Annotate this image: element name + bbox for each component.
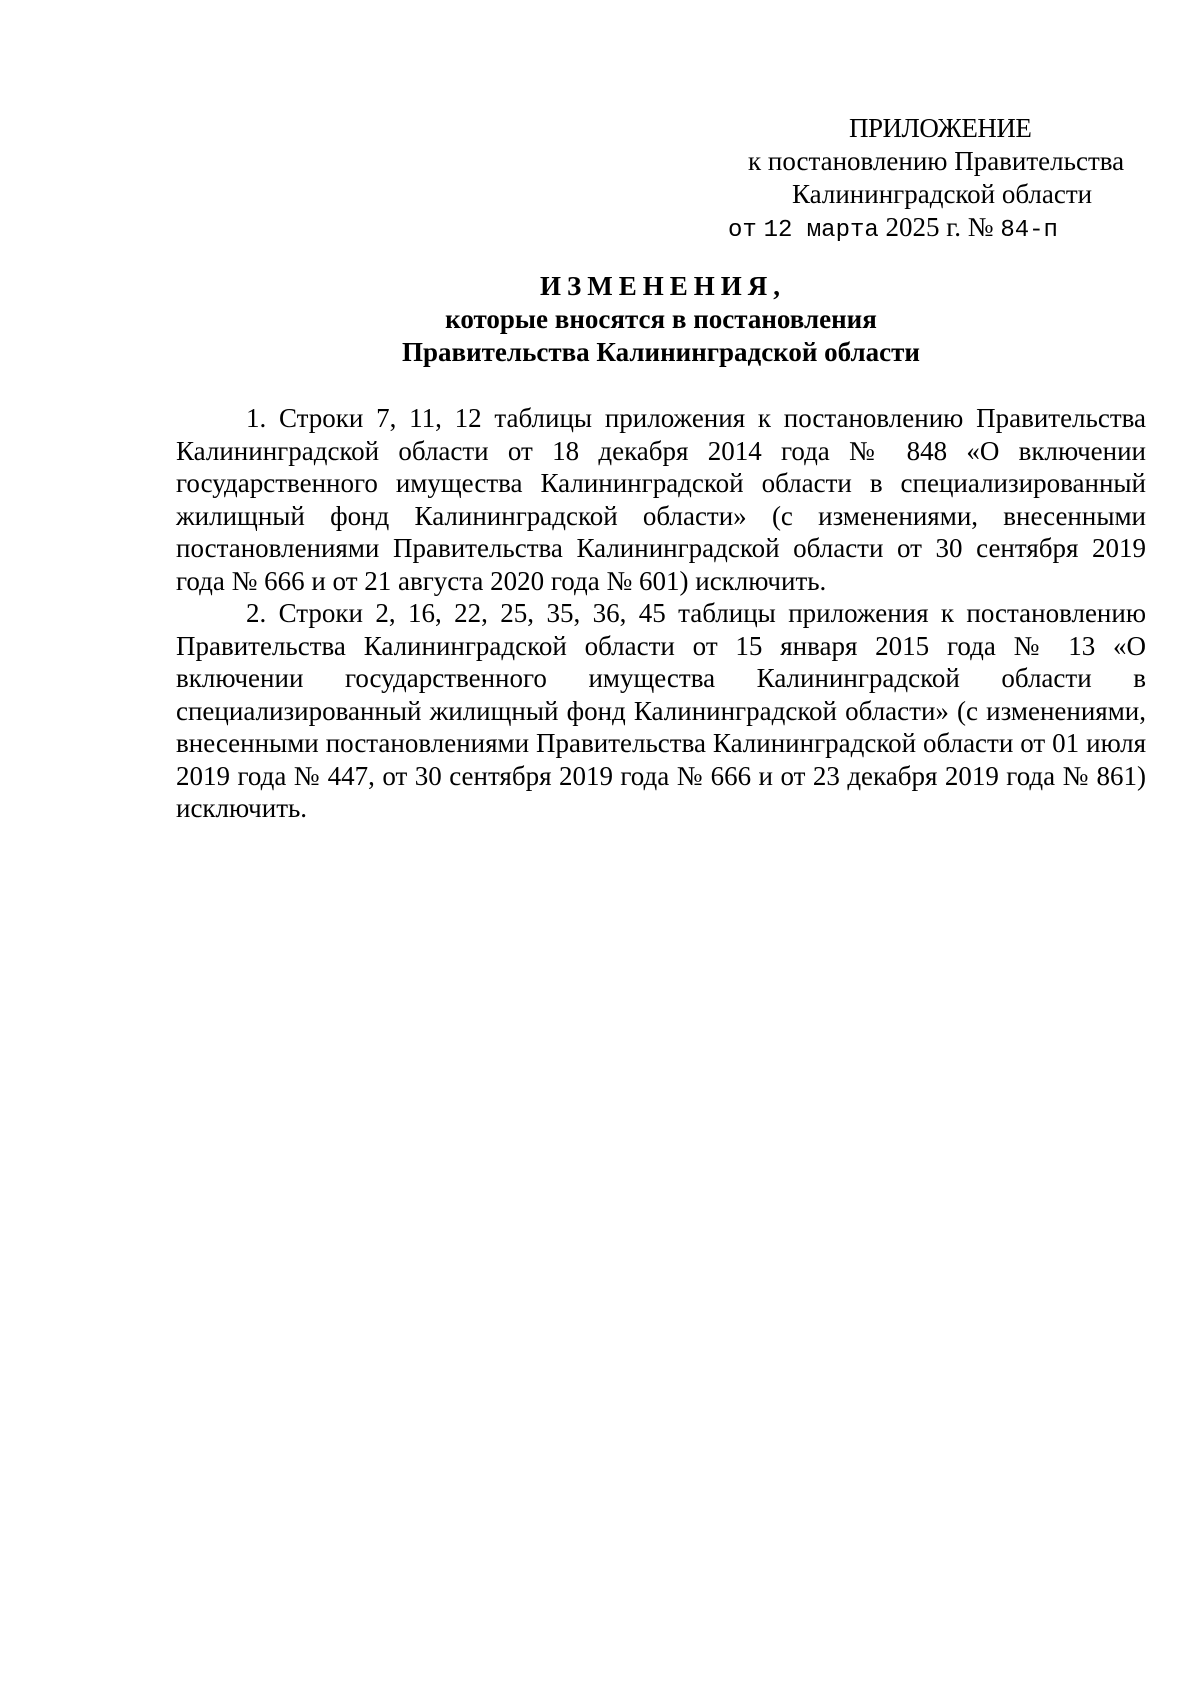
date-prefix: от (728, 217, 757, 244)
appendix-reference: к постановлению Правительства (748, 146, 1125, 176)
paragraph-2: 2. Строки 2, 16, 22, 25, 35, 36, 45 таблицы приложения к постановлению Правительства Калининградской области от 15 января 2015 года № 13 «О включении государственного имущества Калининградской области в специализированный жилищный фонд Калининградской области» (с изменениями, внесенными постановлениями Правительства Калининградской области от 01 июля 2019 года № 447, от 30 сентября 2019 года № 666 и от 23 декабря 2019 года № 861) исключить. (176, 598, 1146, 823)
appendix-title: ПРИЛОЖЕНИЕ (849, 113, 1032, 143)
heading-title: ИЗМЕНЕНИЯ, (539, 271, 786, 301)
date-year: 2025 г. № (885, 212, 994, 242)
document-body (176, 402, 1146, 825)
date-day-month: 12 марта (763, 217, 879, 244)
heading-subtitle-2: Правительства Калининградской области (402, 337, 920, 367)
paragraph-1: 1. Строки 7, 11, 12 таблицы приложения к постановлению Правительства Калининградской области от 18 декабря 2014 года № 848 «О включении государственного имущества Калининградской области в специализированный жилищный фонд Калининградской области» (с изменениями, внесенными постановлениями Правительства Калининградской области от 30 сентября 2019 года № 666 и от 21 августа 2020 года № 601) исключить. (176, 403, 1146, 596)
appendix-date-line (722, 211, 1142, 247)
decree-number: 84-п (1000, 217, 1058, 244)
heading-subtitle-1: которые вносятся в постановления (445, 304, 877, 334)
document-heading (176, 270, 1146, 369)
appendix-region: Калининградской области (792, 179, 1093, 209)
appendix-block (722, 112, 1142, 247)
